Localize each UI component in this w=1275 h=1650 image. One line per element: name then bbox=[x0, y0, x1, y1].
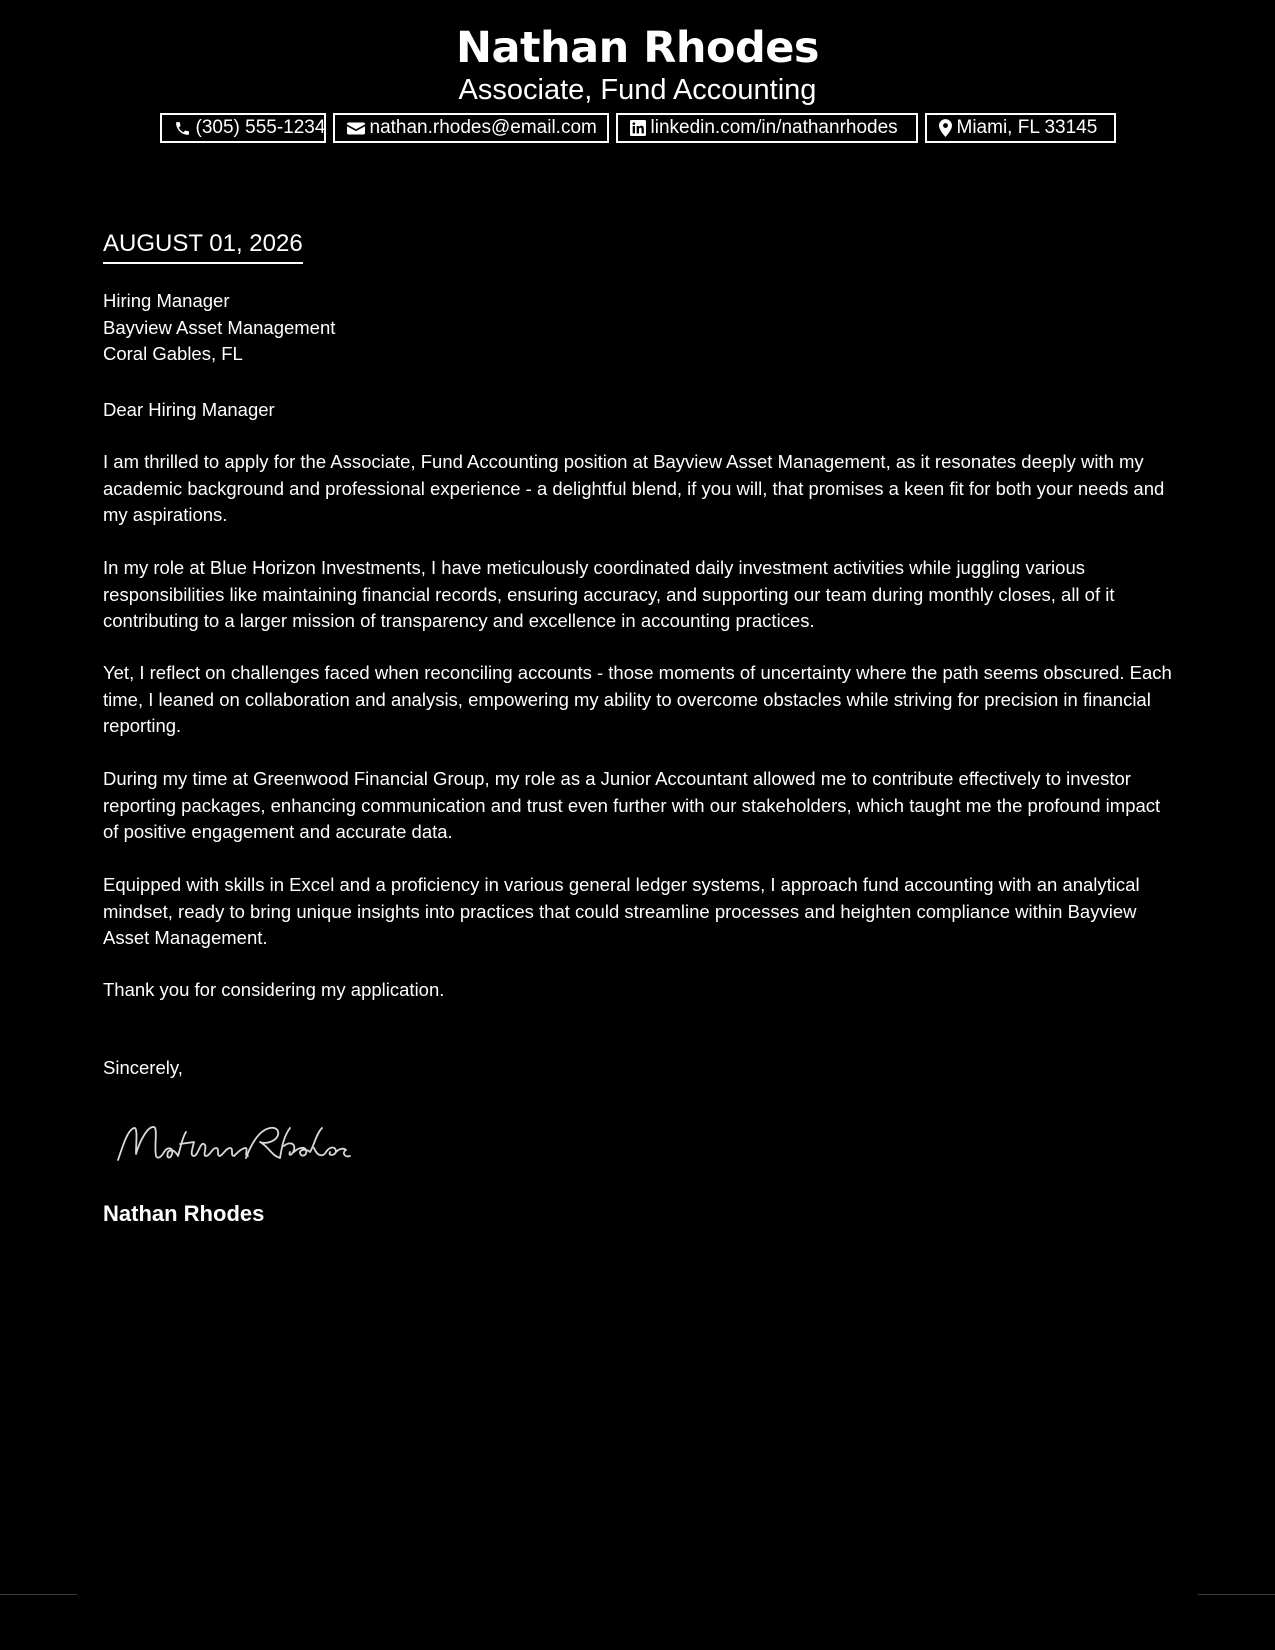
salutation: Dear Hiring Manager bbox=[103, 399, 275, 420]
phone-text: (305) 555-1234 bbox=[195, 117, 326, 138]
linkedin-icon bbox=[630, 120, 646, 136]
paragraph-2: In my role at Blue Horizon Investments, I have meticulously coordinated daily investment activities while juggling various responsibilities like maintaining financial records, ensuring accuracy, and supporting our team during monthly closes, all of it contributing to a larger mission of transparency and excellence in accounting practices. bbox=[103, 557, 1115, 631]
recipient-company: Bayview Asset Management bbox=[103, 316, 336, 338]
envelope-icon bbox=[347, 121, 365, 136]
letter-date: AUGUST 01, 2026 bbox=[103, 229, 303, 264]
contact-location[interactable] bbox=[925, 113, 1116, 143]
footer-divider-left bbox=[0, 1594, 77, 1595]
footer-divider-right bbox=[1198, 1594, 1275, 1595]
contact-linkedin[interactable] bbox=[616, 113, 918, 143]
closing: Sincerely, bbox=[103, 1057, 183, 1078]
map-pin-icon bbox=[939, 119, 952, 137]
contact-phone[interactable] bbox=[160, 113, 326, 143]
paragraph-1: I am thrilled to apply for the Associate, Fund Accounting position at Bayview Asset Management, as it resonates deeply with my academic background and professional experience - a delightful blend, if you will, that promises a keen fit for both your needs and my aspirations. bbox=[103, 451, 1165, 525]
signer-name: Nathan Rhodes bbox=[103, 1201, 265, 1226]
recipient-line: Hiring Manager bbox=[103, 290, 230, 311]
paragraph-6: Thank you for considering my application. bbox=[103, 979, 445, 1000]
paragraph-5: Equipped with skills in Excel and a proficiency in various general ledger systems, I approach fund accounting with an analytical mindset, ready to bring unique insights into practices that could streamline processes and heighten compliance within Bayview Asset Management. bbox=[103, 874, 1140, 948]
paragraph-3: Yet, I reflect on challenges faced when reconciling accounts - those moments of uncertainty where the path seems obscured. Each time, I leaned on collaboration and analysis, empowering my ability to overcome obstacles while striving for precision in financial reporting. bbox=[103, 662, 1172, 736]
header bbox=[0, 22, 1275, 106]
recipient-block bbox=[103, 288, 1178, 368]
location-text: Miami, FL 33145 bbox=[956, 117, 1098, 138]
applicant-title: Associate, Fund Accounting bbox=[458, 74, 817, 106]
email-text: nathan.rhodes@email.com bbox=[369, 117, 597, 138]
applicant-name: Nathan Rhodes bbox=[455, 23, 820, 73]
paragraph-4: During my time at Greenwood Financial Group, my role as a Junior Accountant allowed me to contribute effectively to investor reporting packages, enhancing communication and trust even further with our stakeholders, which taught me the profound impact of positive engagement and accurate data. bbox=[103, 768, 1161, 842]
contact-bar bbox=[0, 113, 1275, 143]
contact-email[interactable] bbox=[333, 113, 609, 143]
linkedin-text: linkedin.com/in/nathanrhodes bbox=[650, 117, 898, 138]
phone-icon bbox=[174, 120, 191, 137]
signature-image bbox=[114, 1112, 354, 1172]
recipient-location: Coral Gables, FL bbox=[103, 343, 243, 364]
